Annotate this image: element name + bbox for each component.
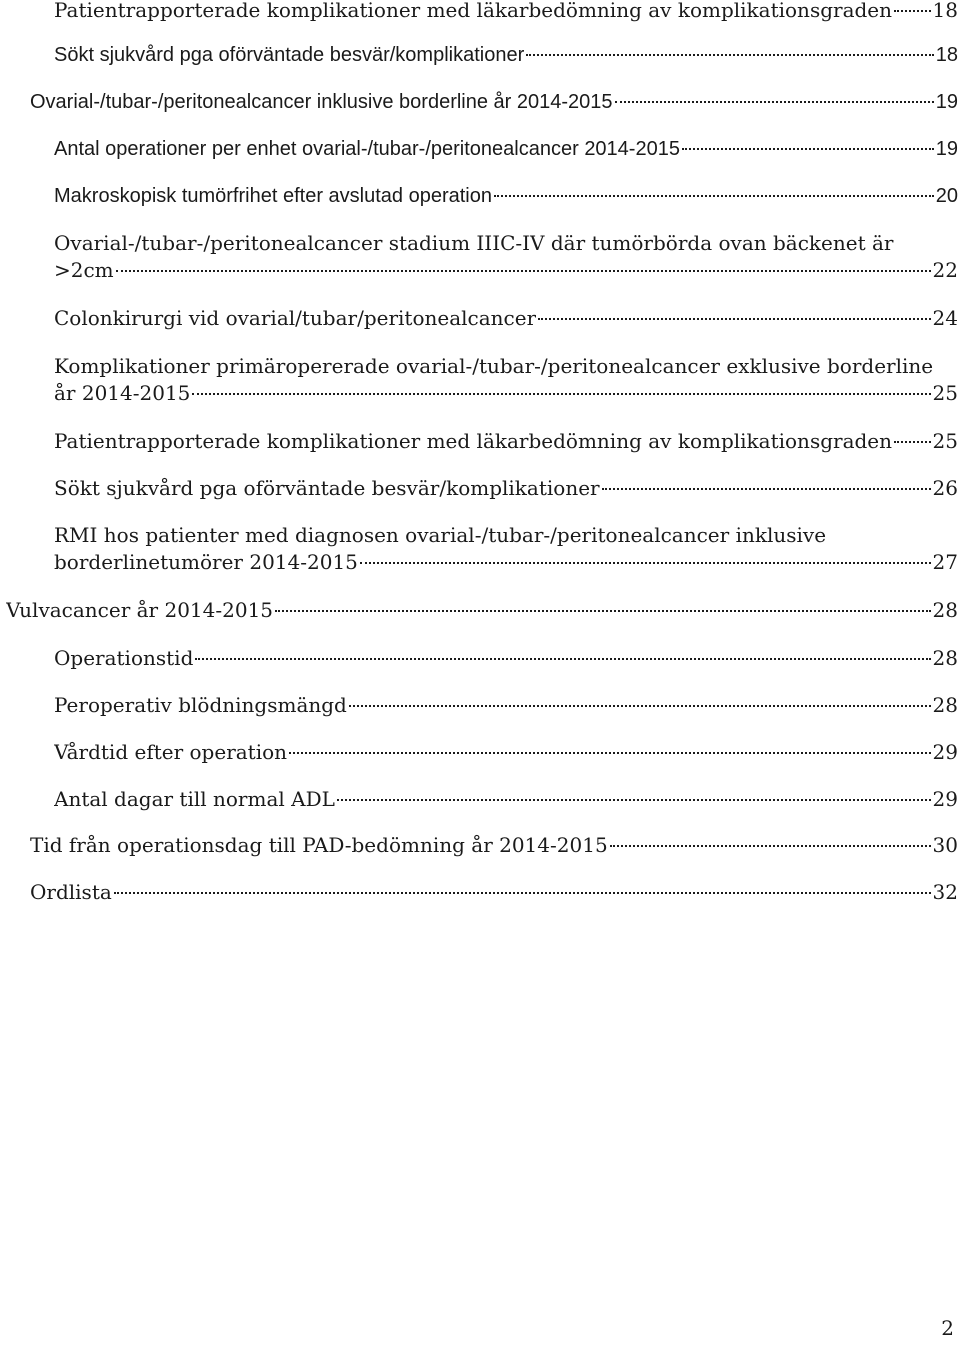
toc-entry-page: 22: [932, 258, 958, 282]
dot-leader: [116, 270, 931, 272]
toc-entry-page: 27: [932, 550, 958, 574]
toc-entry-title: Sökt sjukvård pga oförväntade besvär/komplikationer: [54, 476, 600, 500]
dot-leader: [289, 752, 931, 754]
toc-entry-title-line: Komplikationer primäropererade ovarial-/tubar-/peritonealcancer exklusive borderline: [54, 354, 934, 378]
toc-entry-title-line: Ovarial-/tubar-/peritonealcancer stadium IIIC-IV där tumörbörda ovan bäckenet är: [54, 231, 894, 255]
dot-leader: [349, 705, 931, 707]
toc-entry[interactable]: [54, 230, 958, 284]
dot-leader: [602, 488, 931, 490]
toc-entry[interactable]: [30, 89, 958, 116]
toc-entry-title: år 2014-2015: [54, 381, 191, 405]
toc-entry[interactable]: [54, 645, 958, 672]
toc-entry-page: 28: [932, 598, 958, 622]
toc-entry-page: 24: [932, 306, 958, 330]
toc-entry[interactable]: [54, 692, 958, 719]
dot-leader: [494, 195, 934, 197]
toc-entry-title: Colonkirurgi vid ovarial/tubar/peritonealcancer: [54, 306, 537, 330]
toc-entry-page: 26: [932, 476, 958, 500]
toc-entry[interactable]: [54, 739, 958, 766]
dot-leader: [894, 441, 931, 443]
toc-entry-page: 25: [932, 429, 958, 453]
dot-leader: [682, 148, 934, 150]
dot-leader: [195, 658, 930, 660]
toc-entry-title: Operationstid: [54, 646, 194, 670]
toc-entry-page: 30: [932, 833, 958, 857]
toc-entry-title: Ovarial-/tubar-/peritonealcancer inklusive borderline år 2014-2015: [30, 91, 613, 113]
toc-entry-page: 18: [935, 44, 958, 66]
toc-entry-page: 29: [932, 787, 958, 811]
dot-leader: [192, 393, 930, 395]
toc-entry-title: Patientrapporterade komplikationer med läkarbedömning av komplikationsgraden: [54, 0, 893, 22]
toc-entry-page: 28: [932, 646, 958, 670]
toc-entry[interactable]: [54, 786, 958, 813]
dot-leader: [337, 799, 931, 801]
toc-entry[interactable]: [30, 832, 958, 859]
dot-leader: [894, 10, 931, 12]
toc-entry-page: 29: [932, 740, 958, 764]
dot-leader: [538, 318, 930, 320]
toc-entry-title: Sökt sjukvård pga oförväntade besvär/komplikationer: [54, 44, 525, 66]
toc-entry-page: 20: [935, 185, 958, 207]
toc-entry-page: 19: [935, 91, 958, 113]
toc-entry-title: >2cm: [54, 258, 114, 282]
toc-entry[interactable]: [54, 42, 958, 69]
page-number: 2: [941, 1316, 954, 1340]
toc-entry-page: 19: [935, 138, 958, 160]
toc-entry[interactable]: [54, 305, 958, 332]
toc-entry-title: Tid från operationsdag till PAD-bedömning år 2014-2015: [30, 833, 608, 857]
dot-leader: [114, 892, 931, 894]
toc-entry[interactable]: [54, 475, 958, 502]
dot-leader: [275, 610, 931, 612]
toc-entry-page: 18: [932, 0, 958, 22]
toc-entry[interactable]: [30, 879, 958, 906]
toc-entry-page: 32: [932, 880, 958, 904]
dot-leader: [615, 101, 934, 103]
dot-leader: [360, 562, 931, 564]
toc-entry-title: Antal dagar till normal ADL: [54, 787, 335, 811]
toc-entry-title: Makroskopisk tumörfrihet efter avslutad operation: [54, 185, 492, 207]
toc-entry[interactable]: [6, 597, 958, 624]
toc-entry[interactable]: [54, 353, 958, 407]
toc-entry-title: Patientrapporterade komplikationer med läkarbedömning av komplikationsgraden: [54, 429, 893, 453]
toc-entry-page: 25: [932, 381, 958, 405]
toc-entry-title-line: RMI hos patienter med diagnosen ovarial-/tubar-/peritonealcancer inklusive: [54, 523, 827, 547]
toc-entry[interactable]: [54, 522, 958, 576]
toc-entry-title: Ordlista: [30, 880, 112, 904]
toc-entry-page: 28: [932, 693, 958, 717]
toc-entry[interactable]: [54, 428, 958, 455]
toc-entry[interactable]: [54, 183, 958, 210]
toc-entry[interactable]: [54, 136, 958, 163]
toc-entry-title: Vulvacancer år 2014-2015: [6, 598, 274, 622]
toc-entry-title: borderlinetumörer 2014-2015: [54, 550, 358, 574]
toc-entry-title: Vårdtid efter operation: [54, 740, 288, 764]
toc-entry-title: Antal operationer per enhet ovarial-/tubar-/peritonealcancer 2014-2015: [54, 138, 680, 160]
dot-leader: [526, 54, 933, 56]
dot-leader: [610, 845, 931, 847]
toc-entry[interactable]: [54, 0, 958, 24]
toc-entry-title: Peroperativ blödningsmängd: [54, 693, 347, 717]
